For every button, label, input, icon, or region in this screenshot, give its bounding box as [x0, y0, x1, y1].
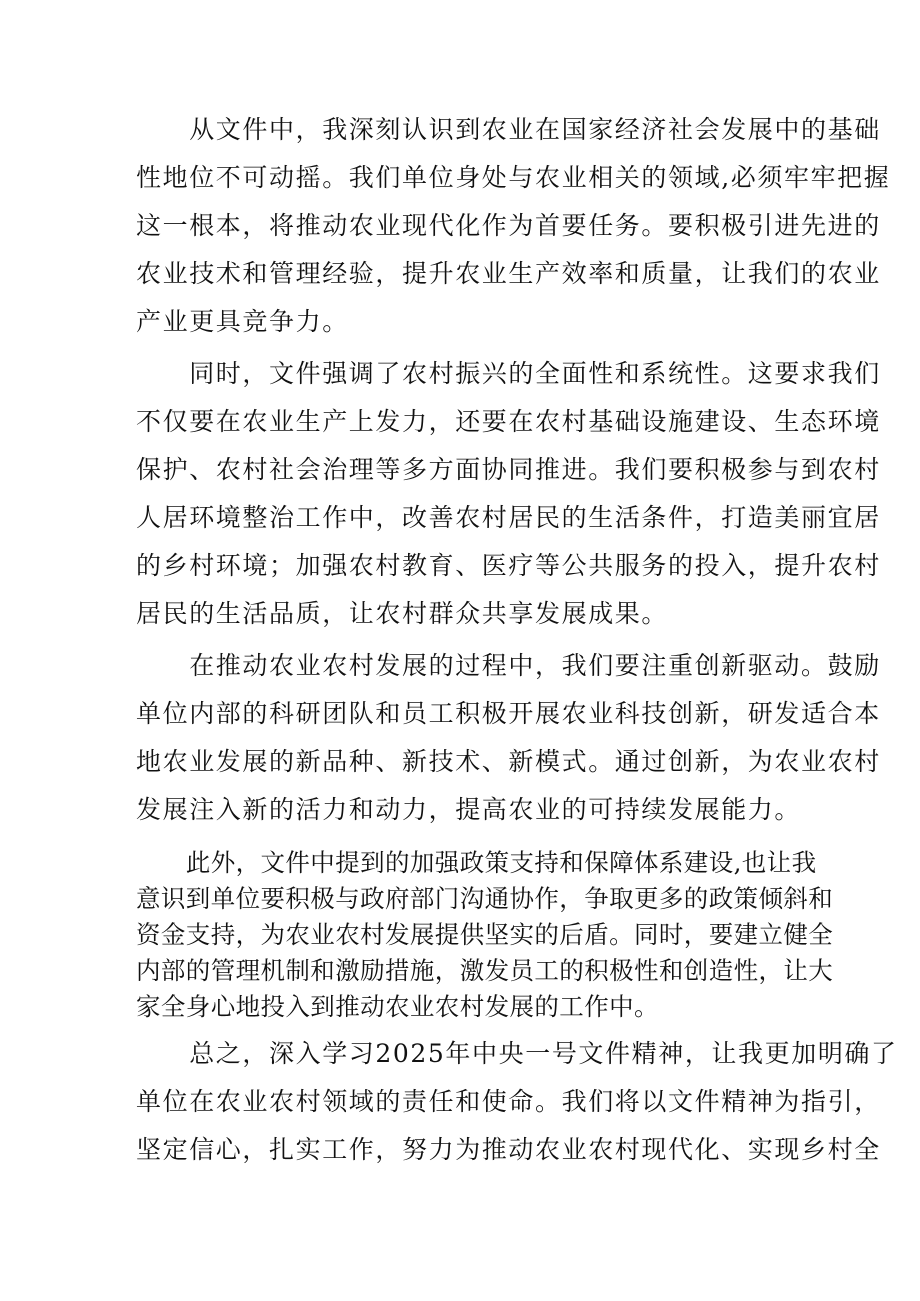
text-line: 这一根本，将推动农业现代化作为首要任务。要积极引进先进的 — [136, 211, 881, 240]
text-line: 保护、农村社会治理等多方面协同推进。我们要积极参与到农村 — [136, 455, 881, 484]
text-line: 意识到单位要积极与政府部门沟通协作，争取更多的政策倾斜和 — [136, 884, 834, 913]
text-line: 地农业发展的新品种、新技术、新模式。通过创新，为农业农村 — [136, 747, 881, 776]
text-line: 从文件中，我深刻认识到农业在国家经济社会发展中的基础 — [136, 115, 881, 144]
text-line: 在推动农业农村发展的过程中，我们要注重创新驱动。鼓励 — [136, 651, 881, 680]
text-line: 坚定信心，扎实工作，努力为推动农业农村现代化、实现乡村全 — [136, 1135, 881, 1164]
text-line: 单位内部的科研团队和员工积极开展农业科技创新，研发适合本 — [136, 699, 881, 728]
text-line: 家全身心地投入到推动农业农村发展的工作中。 — [136, 992, 659, 1021]
text-line: 内部的管理机制和激励措施，激发员工的积极性和创造性，让大 — [136, 956, 834, 985]
text-line: 居民的生活品质，让农村群众共享发展成果。 — [136, 599, 669, 628]
text-line: 同时，文件强调了农村振兴的全面性和系统性。这要求我们 — [136, 359, 881, 388]
text-line: 人居环境整治工作中，改善农村居民的生活条件，打造美丽宜居 — [136, 503, 881, 532]
text-line: 农业技术和管理经验，提升农业生产效率和质量，让我们的农业 — [136, 259, 881, 288]
text-line: 单位在农业农村领域的责任和使命。我们将以文件精神为指引， — [136, 1087, 881, 1116]
text-line: 性地位不可动摇。我们单位身处与农业相关的领域,必须牢牢把握 — [136, 163, 891, 192]
text-line: 资金支持，为农业农村发展提供坚实的后盾。同时，要建立健全 — [136, 920, 834, 949]
text-line: 总之，深入学习2025年中央一号文件精神，让我更加明确了 — [136, 1039, 898, 1068]
text-line: 的乡村环境；加强农村教育、医疗等公共服务的投入，提升农村 — [136, 551, 881, 580]
text-line: 不仅要在农业生产上发力，还要在农村基础设施建设、生态环境 — [136, 407, 881, 436]
text-line: 发展注入新的活力和动力，提高农业的可持续发展能力。 — [136, 795, 802, 824]
text-line: 产业更具竞争力。 — [136, 307, 349, 336]
text-line: 此外，文件中提到的加强政策支持和保障体系建设,也让我 — [136, 848, 817, 877]
